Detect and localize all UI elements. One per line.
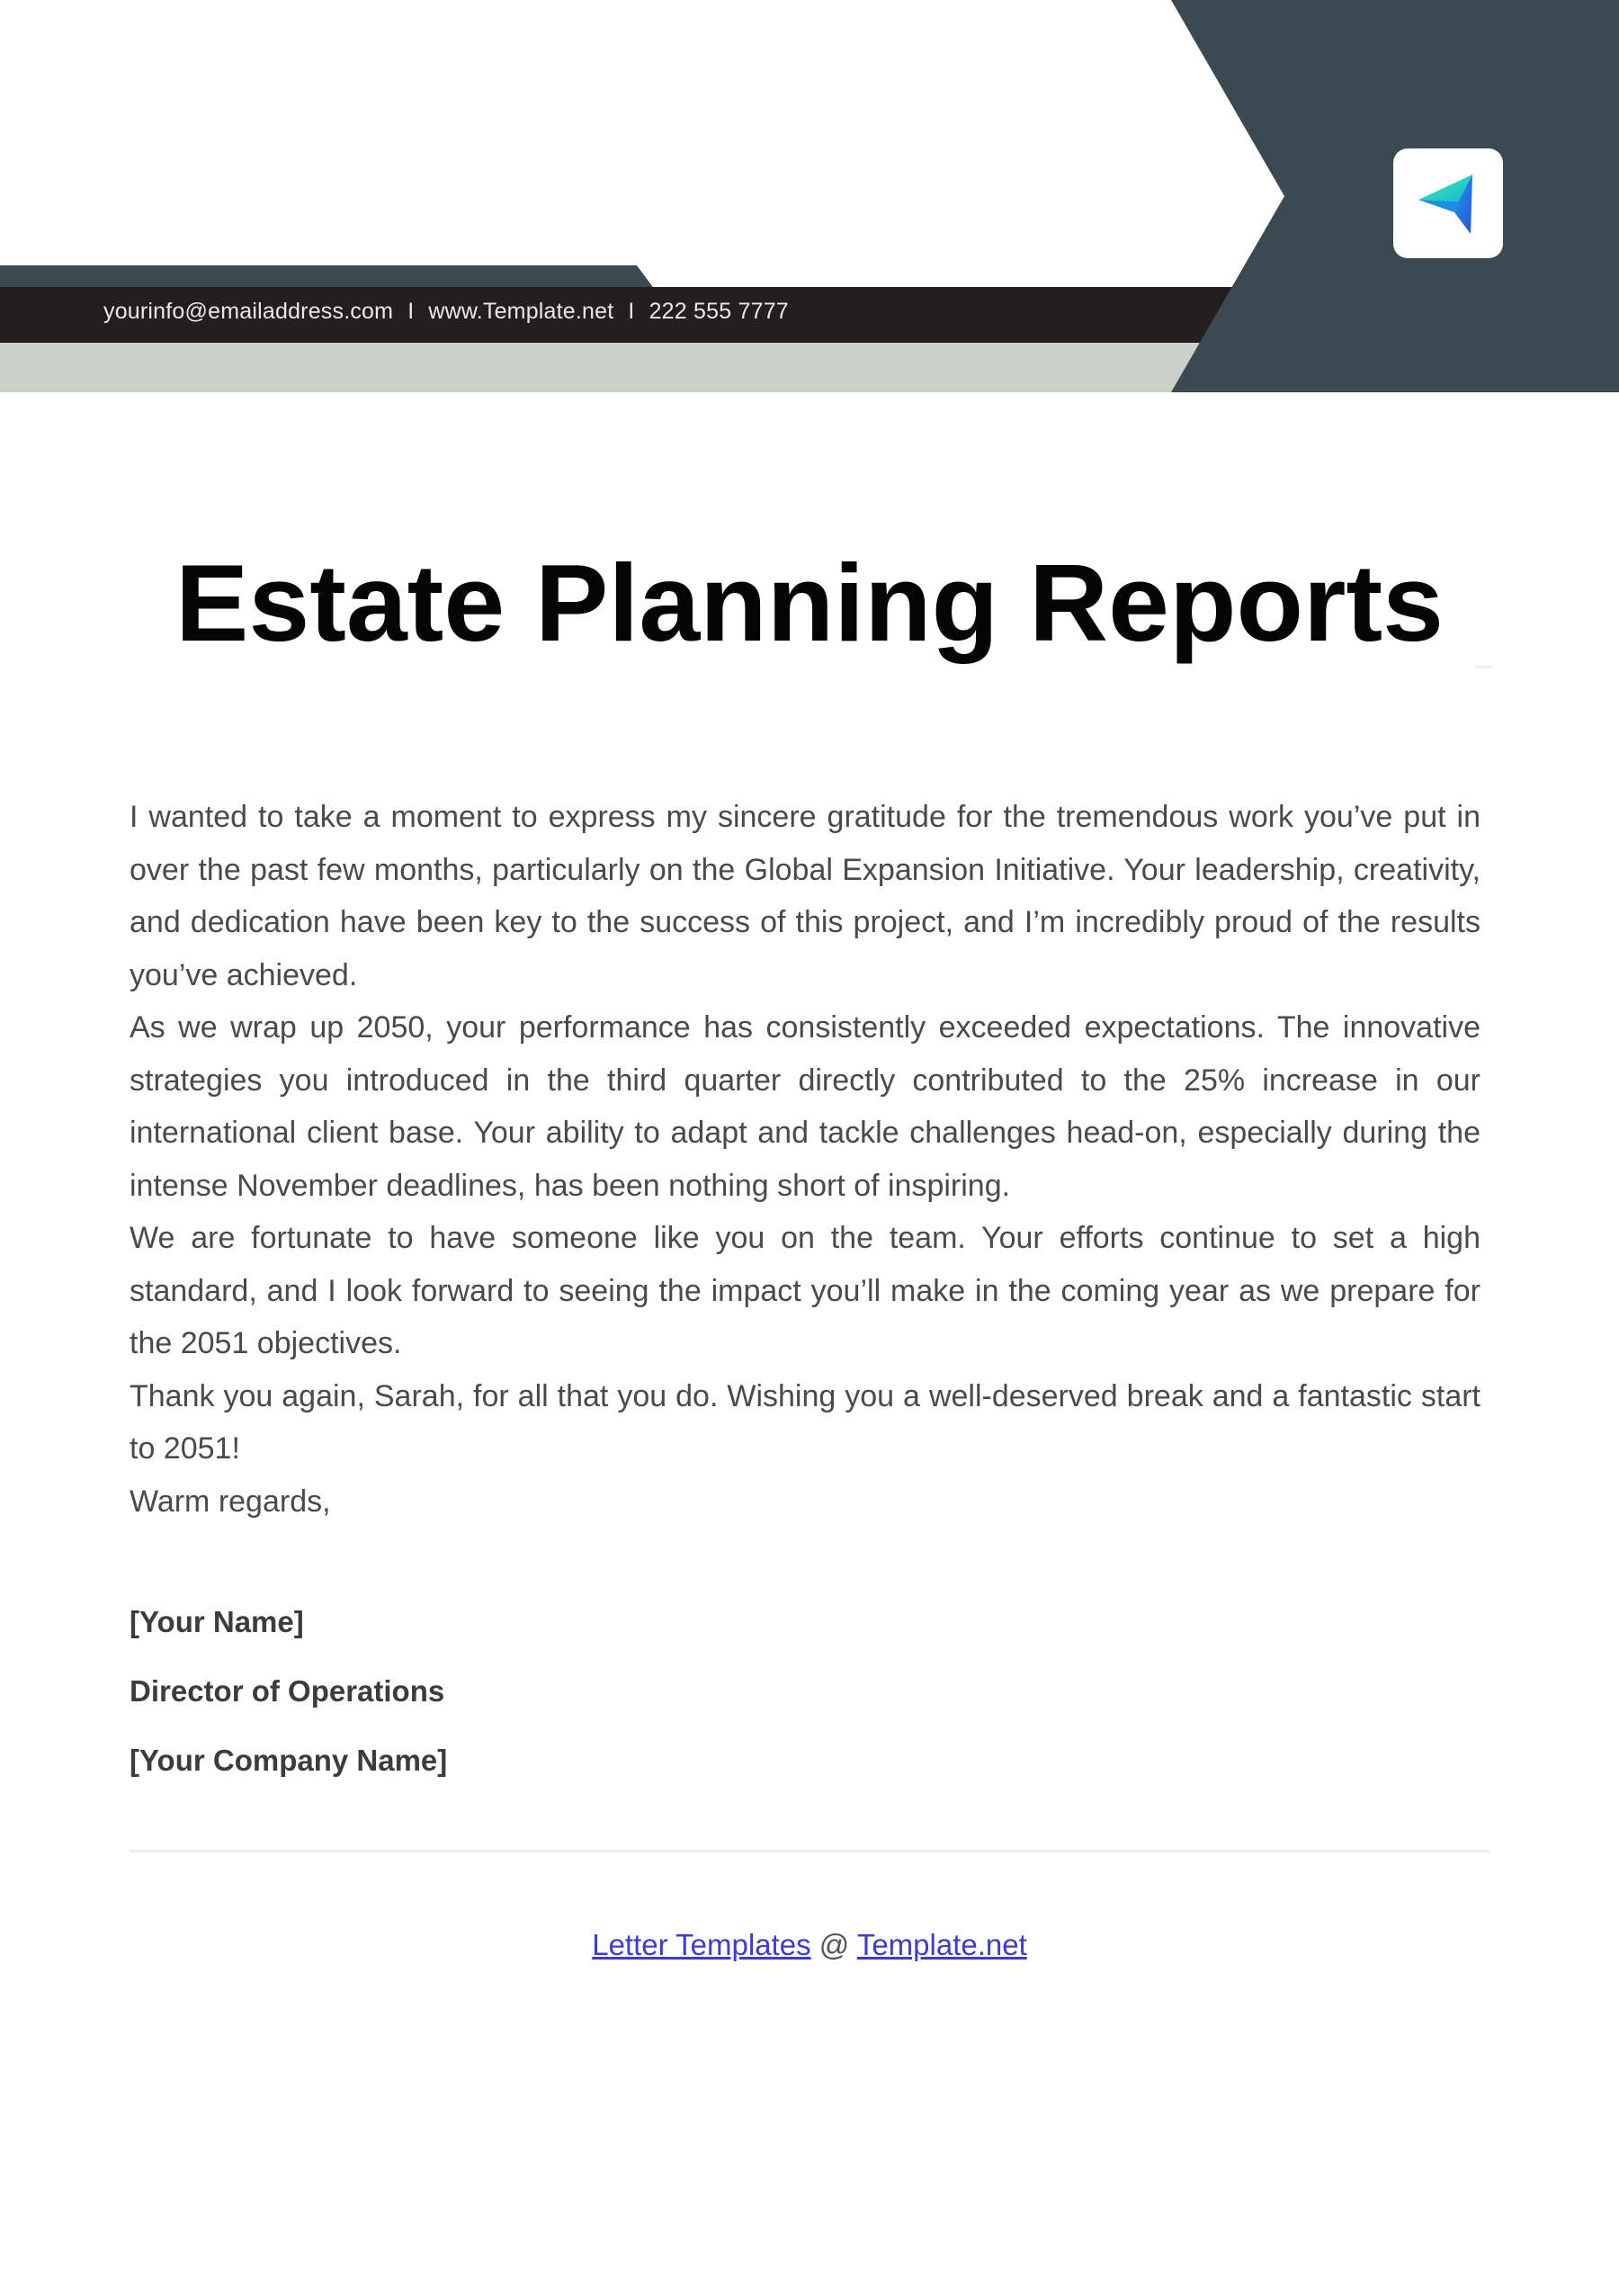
footer-link-letter-templates[interactable]: Letter Templates <box>592 1928 811 1961</box>
paragraph: Thank you again, Sarah, for all that you do. Wishing you a well-deserved break and a fantastic start to 2051! <box>130 1378 1480 1466</box>
paragraph: As we wrap up 2050, your performance has consistently exceeded expectations. The innovative strategies you introduced in the third quarter directly contributed to the 25% increase in our international client base. Your ability to adapt and tackle challenges head-on, especially during the intense November deadlines, has been nothing short of inspiring. <box>130 1010 1480 1203</box>
footer <box>0 1926 1619 1964</box>
slate-tab <box>0 265 655 290</box>
header-banner <box>0 0 1619 396</box>
signature-company: [Your Company Name] <box>130 1744 448 1777</box>
paper-plane-arrow-icon <box>1417 171 1480 236</box>
contact-email[interactable]: yourinfo@emailaddress.com <box>103 299 394 324</box>
footer-link-template-net[interactable]: Template.net <box>856 1928 1027 1961</box>
sage-band <box>0 342 1205 392</box>
contact-separator: I <box>628 299 635 324</box>
contact-website[interactable]: www.Template.net <box>428 299 614 324</box>
contact-phone[interactable]: 222 555 7777 <box>648 299 789 324</box>
contact-info <box>103 297 789 326</box>
signature-name: [Your Name] <box>130 1605 304 1638</box>
paragraph: I wanted to take a moment to express my sincere gratitude for the tremendous work you’ve put in over the past few months, particularly on the Global Expansion Initiative. Your leadership, creativity, and dedication have been key to the success of this project, and I’m incredibly proud of the results you’ve achieved. <box>130 800 1480 992</box>
title-mark <box>1475 666 1491 668</box>
page-title: Estate Planning Reports <box>174 542 1445 664</box>
letter-body <box>130 791 1480 1528</box>
footer-at: @ <box>818 1928 850 1961</box>
signature-role: Director of Operations <box>130 1674 445 1708</box>
closing: Warm regards, <box>130 1484 331 1519</box>
paragraph: We are fortunate to have someone like you on the team. Your efforts continue to set a high standard, and I look forward to seeing the impact you’ll make in the coming year as we prepare for the 2051 objectives. <box>130 1221 1480 1360</box>
contact-separator: I <box>407 299 415 324</box>
logo <box>1393 148 1503 258</box>
divider <box>130 1850 1489 1852</box>
